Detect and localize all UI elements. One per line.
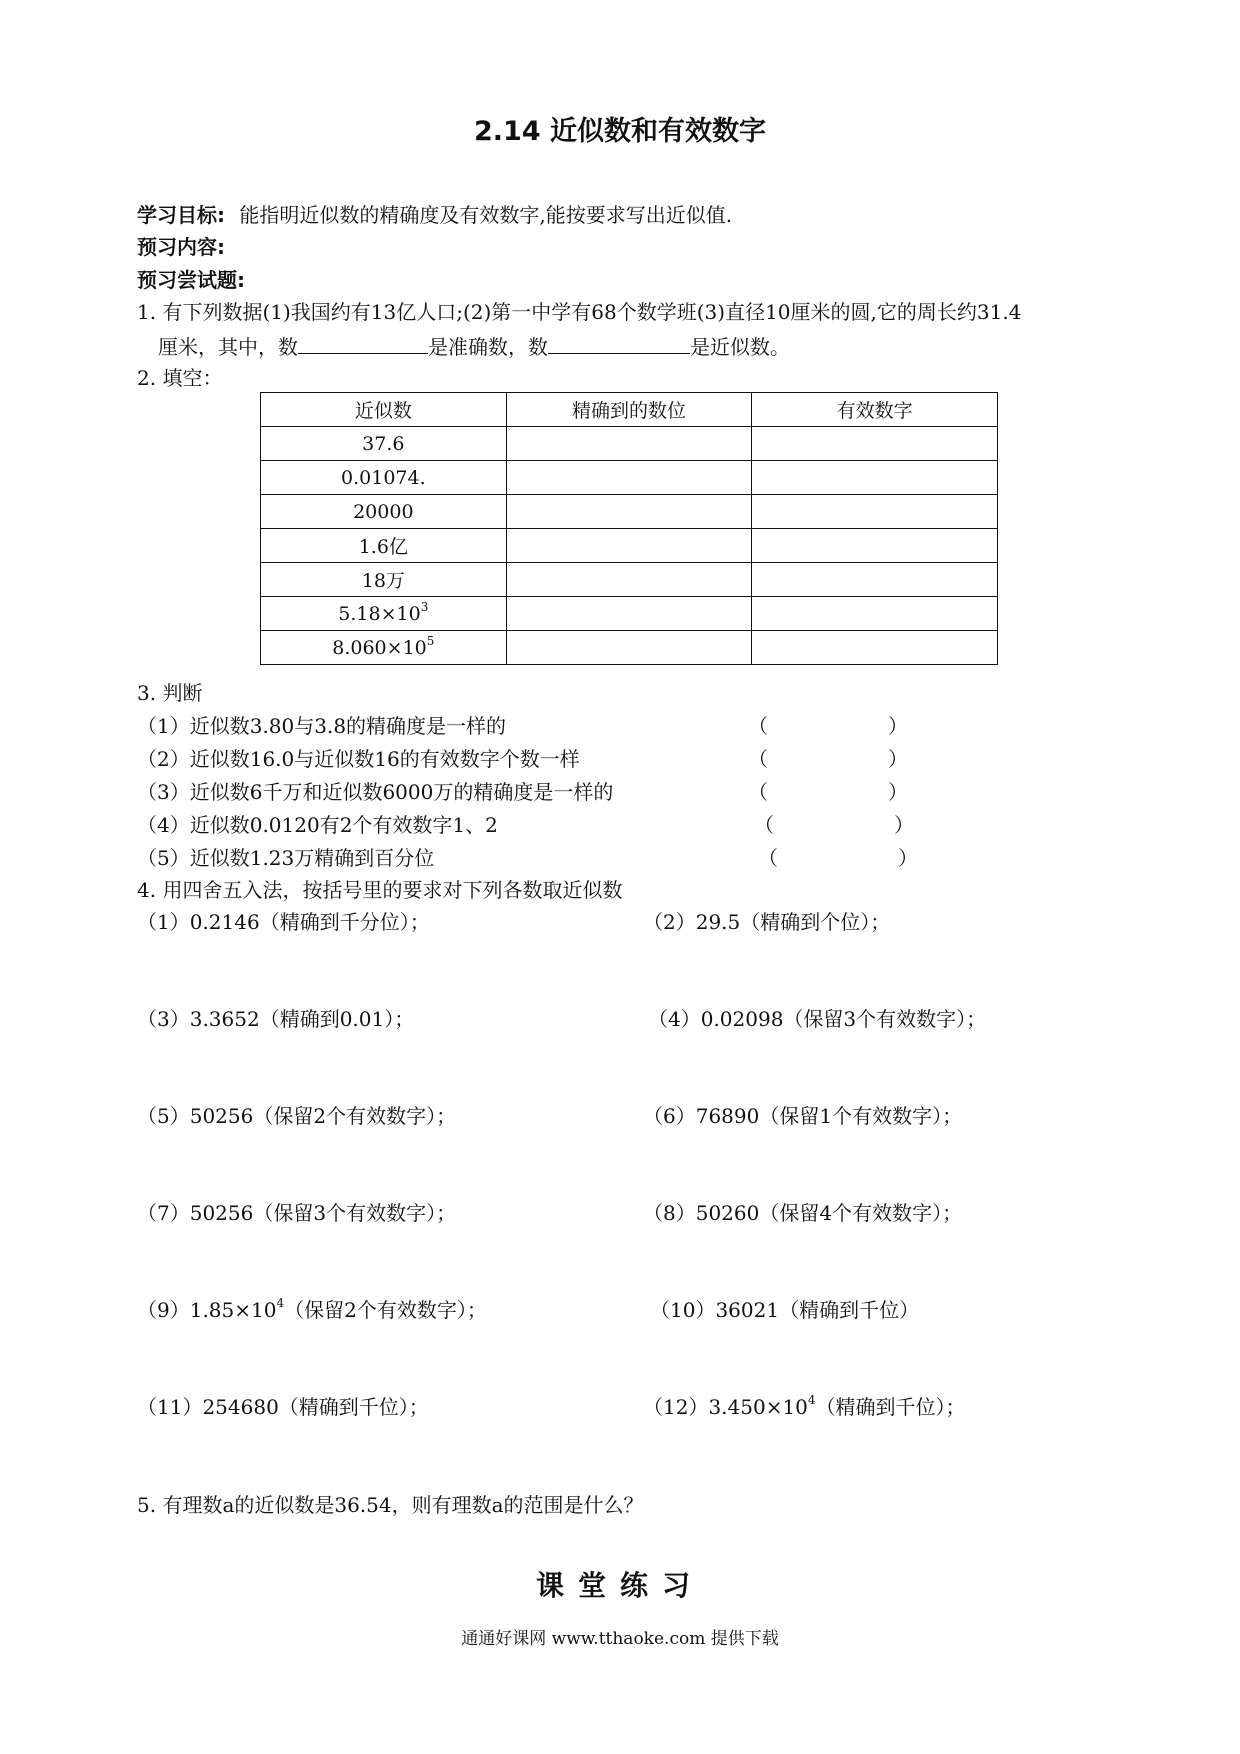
sig-figs-answer-cell[interactable] [752, 631, 998, 665]
paren-close: ） [894, 813, 914, 837]
paren-open: （ [754, 813, 774, 837]
table-row [261, 529, 998, 563]
rounding-item-10: （10）36021（精确到千位） [650, 1298, 920, 1322]
rounding-item-6: （6）76890（保留1个有效数字）； [643, 1104, 963, 1128]
sig-figs-answer-cell[interactable] [752, 427, 998, 461]
question-4-label: 4. 用四舍五入法，按括号里的要求对下列各数取近似数 [137, 878, 623, 902]
exponent: 3 [420, 599, 429, 614]
table-header-cell: 有效数字 [752, 393, 998, 427]
question-1-text-a: 厘米，其中，数 [158, 335, 298, 359]
question-5: 5. 有理数a的近似数是36.54，则有理数a的范围是什么？ [137, 1493, 644, 1517]
preview-content-label: 预习内容: [137, 235, 225, 259]
exact-number-blank[interactable] [298, 335, 428, 354]
paren-open: （ [748, 780, 768, 804]
sig-figs-answer-cell[interactable] [752, 495, 998, 529]
table-row [261, 461, 998, 495]
learning-goal-label: 学习目标: [137, 203, 225, 227]
paren-close: ） [888, 780, 908, 804]
page-title: 2.14 近似数和有效数字 [473, 116, 767, 147]
question-1-text-c: 是近似数。 [690, 335, 790, 359]
table-header-row [261, 393, 998, 427]
judge-item-3: （3）近似数6千万和近似数6000万的精确度是一样的 [137, 780, 614, 804]
judge-answer-4[interactable] [754, 815, 914, 835]
rounding-item-8: （8）50260（保留4个有效数字）； [643, 1201, 963, 1225]
rounding-item-9: $(9)1.85\times 10^4$（保留2个有效数字）； [137, 1296, 487, 1322]
rounding-item-7: （7）50256（保留3个有效数字）； [137, 1201, 457, 1225]
approx-number-cell [261, 597, 507, 631]
footer-credit: 通通好课网 www.tthaoke.com 提供下载 [461, 1629, 779, 1649]
approx-number-cell [261, 529, 507, 563]
rounding-item-3: （3）3.3652（精确到0.01）； [137, 1007, 415, 1031]
rounding-item-2: （2）29.5（精确到个位）； [643, 910, 891, 934]
precision-answer-cell[interactable] [506, 461, 752, 495]
judge-answer-5[interactable] [758, 848, 918, 868]
judge-item-4: （4）近似数0.0120有2个有效数字1、2 [137, 813, 498, 837]
paren-close: ） [888, 714, 908, 738]
judge-answer-1[interactable] [748, 716, 908, 736]
learning-goal [137, 205, 732, 225]
approx-number-value: 5.18×10 [338, 602, 421, 625]
paren-open: （ [748, 747, 768, 771]
approx-number-value: 0.01074. [341, 466, 426, 489]
precision-answer-cell[interactable] [506, 597, 752, 631]
precision-answer-cell[interactable] [506, 631, 752, 665]
section-title-class-practice: 课堂练习 [535, 1569, 704, 1602]
judge-answer-2[interactable] [748, 749, 908, 769]
learning-goal-text: 能指明近似数的精确度及有效数字,能按要求写出近似值. [239, 203, 733, 227]
preview-quiz-label: 预习尝试题: [137, 268, 245, 292]
approx-number-value: 20000 [353, 500, 414, 523]
exponent: 5 [426, 633, 435, 648]
approx-number-cell [261, 563, 507, 597]
approx-number-cell [261, 495, 507, 529]
paren-close: ） [898, 846, 918, 870]
rounding-item-12: $(12)3.450\times 10^4$（精确到千位）； [643, 1393, 966, 1419]
precision-answer-cell[interactable] [506, 427, 752, 461]
approx-number-value: 8.060×10 [332, 636, 427, 659]
judge-item-5: （5）近似数1.23万精确到百分位 [137, 846, 435, 870]
approx-number-value: 1.6亿 [358, 536, 408, 558]
rounding-item-1: （1）0.2146（精确到千分位）； [137, 910, 430, 934]
table-row [261, 631, 998, 665]
precision-answer-cell[interactable] [506, 529, 752, 563]
precision-answer-cell[interactable] [506, 495, 752, 529]
table-row [261, 427, 998, 461]
approximation-table [260, 392, 998, 665]
judge-item-1: （1）近似数3.80与3.8的精确度是一样的 [137, 714, 507, 738]
sig-figs-answer-cell[interactable] [752, 563, 998, 597]
table-row [261, 563, 998, 597]
sig-figs-answer-cell[interactable] [752, 529, 998, 563]
approx-number-cell [261, 427, 507, 461]
table-header-cell: 精确到的数位 [506, 393, 752, 427]
question-3-label: 3. 判断 [137, 681, 203, 705]
sig-figs-answer-cell[interactable] [752, 597, 998, 631]
paren-open: （ [758, 846, 778, 870]
table-header-cell: 近似数 [261, 393, 507, 427]
rounding-item-11: （11）254680（精确到千位）； [137, 1395, 429, 1419]
judge-item-2: （2）近似数16.0与近似数16的有效数字个数一样 [137, 747, 580, 771]
question-2-label: 2. 填空： [137, 366, 223, 390]
sig-figs-answer-cell[interactable] [752, 461, 998, 495]
table-row [261, 495, 998, 529]
approximate-number-blank[interactable] [548, 335, 690, 354]
rounding-item-4: （4）0.02098（保留3个有效数字）； [648, 1007, 987, 1031]
approx-number-value: 37.6 [362, 432, 405, 455]
approx-number-cell [261, 631, 507, 665]
precision-answer-cell[interactable] [506, 563, 752, 597]
table-row [261, 597, 998, 631]
paren-close: ） [888, 747, 908, 771]
question-1-line-1: 1. 有下列数据(1)我国约有13亿人口;(2)第一中学有68个数学班(3)直径10厘米的圆,它的周长约31.4 [137, 300, 1022, 324]
approx-number-value: 18万 [361, 570, 405, 592]
question-1-line-2 [158, 335, 790, 357]
approx-number-cell [261, 461, 507, 495]
paren-open: （ [748, 714, 768, 738]
rounding-item-5: （5）50256（保留2个有效数字）； [137, 1104, 457, 1128]
question-1-text-b: 是准确数，数 [428, 335, 548, 359]
judge-answer-3[interactable] [748, 782, 908, 802]
